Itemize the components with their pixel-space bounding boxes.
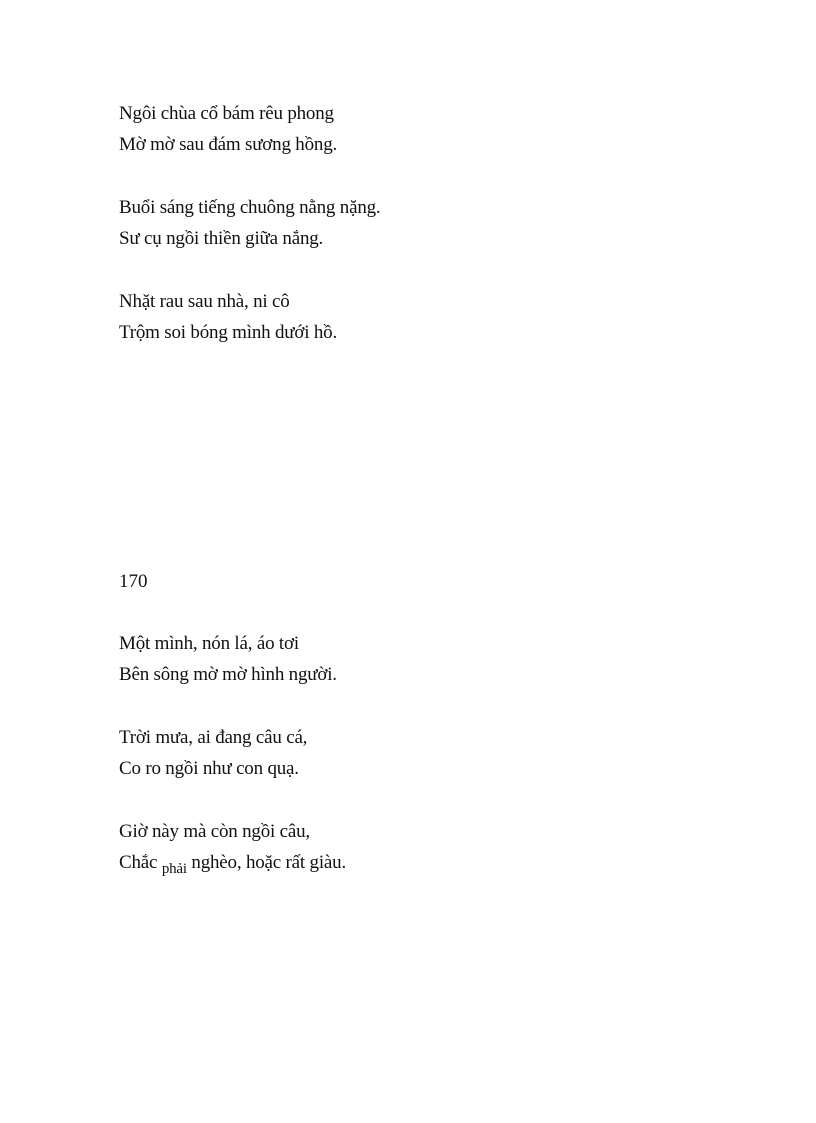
poem1-stanza2-line2: Sư cụ ngồi thiền giữa nắng. bbox=[119, 228, 324, 249]
poem2-stanza3-line2-start: Chắc bbox=[119, 852, 158, 873]
poem1-stanza1-line2: Mờ mờ sau đám sương hồng. bbox=[119, 134, 338, 155]
poem1-stanza2-line1: Buổi sáng tiếng chuông nằng nặng. bbox=[119, 197, 381, 218]
poem2-stanza3-line2 bbox=[119, 851, 346, 876]
poem2-stanza3-line2-subscript-word: phải bbox=[161, 861, 187, 877]
poem2-stanza1-line2: Bên sông mờ mờ hình người. bbox=[119, 664, 337, 685]
poem2-stanza3-line1: Giờ này mà còn ngồi câu, bbox=[119, 821, 310, 842]
poem1-stanza3-line2: Trộm soi bóng mình dưới hồ. bbox=[119, 322, 337, 343]
poem1-stanza3-line1: Nhặt rau sau nhà, ni cô bbox=[119, 291, 290, 312]
poem2-stanza2-line2: Co ro ngồi như con quạ. bbox=[119, 758, 299, 779]
poem1-stanza1-line1: Ngôi chùa cổ bám rêu phong bbox=[119, 103, 334, 124]
poem2-stanza1-line1: Một mình, nón lá, áo tơi bbox=[119, 633, 299, 654]
page-number: 170 bbox=[119, 571, 148, 592]
poem2-stanza3-line2-end: nghèo, hoặc rất giàu. bbox=[191, 852, 347, 873]
poem2-stanza2-line1: Trời mưa, ai đang câu cá, bbox=[119, 727, 308, 748]
